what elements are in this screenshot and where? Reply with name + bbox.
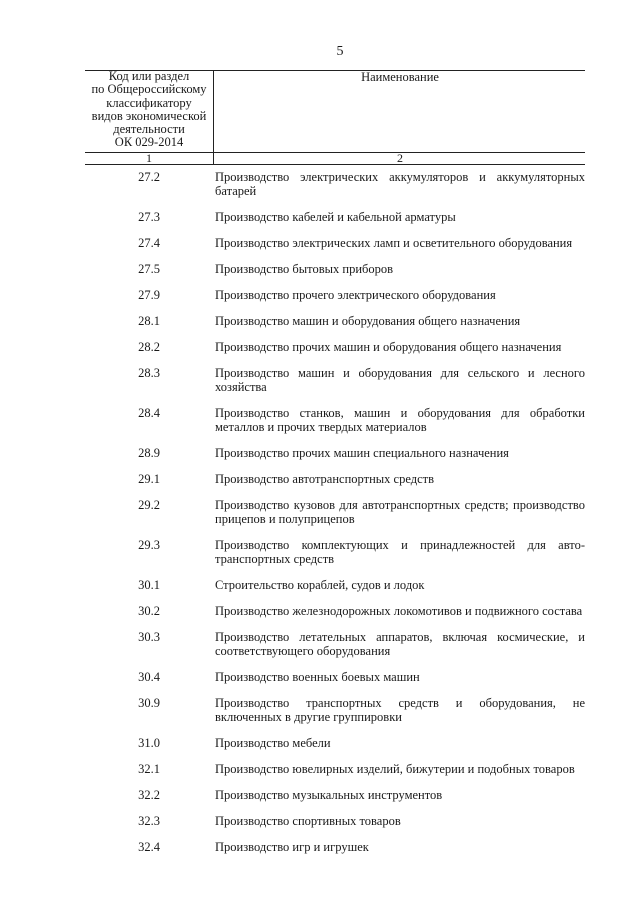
header-bottom-border bbox=[85, 164, 585, 165]
row-code: 27.2 bbox=[138, 170, 160, 184]
row-code: 30.4 bbox=[138, 670, 160, 684]
row-name: Производство спортивных товаров bbox=[215, 814, 401, 828]
row-name: Производство прочего электрического оборудования bbox=[215, 288, 496, 302]
table-row bbox=[85, 788, 585, 802]
row-code: 30.2 bbox=[138, 604, 160, 618]
header-code-column bbox=[85, 70, 213, 152]
row-name: Производство игр и игрушек bbox=[215, 840, 369, 854]
row-name: Производство автотранспортных средств bbox=[215, 472, 435, 486]
table-row bbox=[85, 762, 585, 776]
row-name: Производство мебели bbox=[215, 736, 331, 750]
table-row bbox=[85, 288, 585, 302]
table-row bbox=[85, 170, 585, 198]
column-number-name: 2 bbox=[213, 152, 586, 164]
row-code: 29.3 bbox=[138, 538, 160, 552]
row-name: Производство кабелей и кабельной арматуры bbox=[215, 210, 456, 224]
table-row bbox=[85, 210, 585, 224]
row-code: 28.9 bbox=[138, 446, 160, 460]
row-code: 30.9 bbox=[138, 696, 160, 710]
table-row bbox=[85, 840, 585, 854]
table-body bbox=[85, 170, 585, 866]
row-name: Производство бытовых приборов bbox=[215, 262, 394, 276]
page-number: 5 bbox=[336, 44, 344, 59]
row-code: 28.2 bbox=[138, 340, 160, 354]
row-name: Производство железнодорожных локомотивов и подвижного состава bbox=[215, 604, 583, 618]
row-code: 32.1 bbox=[138, 762, 160, 776]
row-code: 32.4 bbox=[138, 840, 160, 854]
header-code-line: видов экономической bbox=[91, 108, 207, 123]
table-row bbox=[85, 696, 585, 724]
table-row bbox=[85, 446, 585, 460]
table-row bbox=[85, 604, 585, 618]
table-row bbox=[85, 670, 585, 684]
column-number-code: 1 bbox=[146, 151, 152, 165]
row-code: 27.5 bbox=[138, 262, 160, 276]
table-row bbox=[85, 538, 585, 566]
row-name: Производство кузовов для автотранспортных средств; производство прицепов и полуприцепов bbox=[215, 498, 585, 526]
header-code-line: деятельности bbox=[113, 122, 185, 137]
table-row bbox=[85, 236, 585, 250]
table-row bbox=[85, 578, 585, 592]
row-code: 27.3 bbox=[138, 210, 160, 224]
row-code: 27.4 bbox=[138, 236, 160, 250]
row-name: Производство музыкальных инструментов bbox=[215, 788, 443, 802]
header-code-line: Код или раздел bbox=[108, 69, 190, 83]
row-name: Производство транспортных средств и оборудования, не включенных в другие группировки bbox=[215, 696, 585, 724]
row-code: 27.9 bbox=[138, 288, 160, 302]
row-code: 29.1 bbox=[138, 472, 160, 486]
row-name: Производство прочих машин специального назначения bbox=[215, 446, 509, 460]
table-row bbox=[85, 262, 585, 276]
row-name: Производство комплектующих и принадлежностей для авто-транспортных средств bbox=[215, 538, 585, 566]
row-code: 30.3 bbox=[138, 630, 160, 644]
row-name: Производство ювелирных изделий, бижутерии и подобных товаров bbox=[215, 762, 575, 776]
table-header bbox=[85, 70, 585, 165]
row-code: 32.3 bbox=[138, 814, 160, 828]
row-code: 28.3 bbox=[138, 366, 160, 380]
table-row bbox=[85, 498, 585, 526]
row-name: Производство электрических аккумуляторов и аккумуляторных батарей bbox=[215, 170, 585, 198]
row-name: Производство электрических ламп и осветительного оборудования bbox=[215, 236, 573, 250]
row-code: 28.1 bbox=[138, 314, 160, 328]
row-code: 29.2 bbox=[138, 498, 160, 512]
table-row bbox=[85, 314, 585, 328]
header-code-line: по Общероссийскому bbox=[91, 82, 207, 97]
row-name: Производство станков, машин и оборудования для обработки металлов и прочих твердых материалов bbox=[215, 406, 585, 434]
table-row bbox=[85, 406, 585, 434]
row-name: Производство прочих машин и оборудования общего назначения bbox=[215, 340, 562, 354]
header-code-line: классификатору bbox=[106, 95, 192, 110]
row-code: 31.0 bbox=[138, 736, 160, 750]
row-name: Производство военных боевых машин bbox=[215, 670, 420, 684]
row-name: Строительство кораблей, судов и лодок bbox=[215, 578, 425, 592]
table-row bbox=[85, 630, 585, 658]
row-name: Производство машин и оборудования общего назначения bbox=[215, 314, 521, 328]
table-row bbox=[85, 736, 585, 750]
row-name: Производство летательных аппаратов, включая космические, и соответствующего оборудования bbox=[215, 630, 585, 658]
table-row bbox=[85, 814, 585, 828]
table-row bbox=[85, 366, 585, 394]
row-code: 32.2 bbox=[138, 788, 160, 802]
header-name-column: Наименование bbox=[213, 70, 586, 152]
row-code: 30.1 bbox=[138, 578, 160, 592]
table-row bbox=[85, 340, 585, 354]
row-name: Производство машин и оборудования для сельского и лесного хозяйства bbox=[215, 366, 585, 394]
table-row bbox=[85, 472, 585, 486]
row-code: 28.4 bbox=[138, 406, 160, 420]
header-code-line: ОК 029-2014 bbox=[114, 135, 184, 150]
